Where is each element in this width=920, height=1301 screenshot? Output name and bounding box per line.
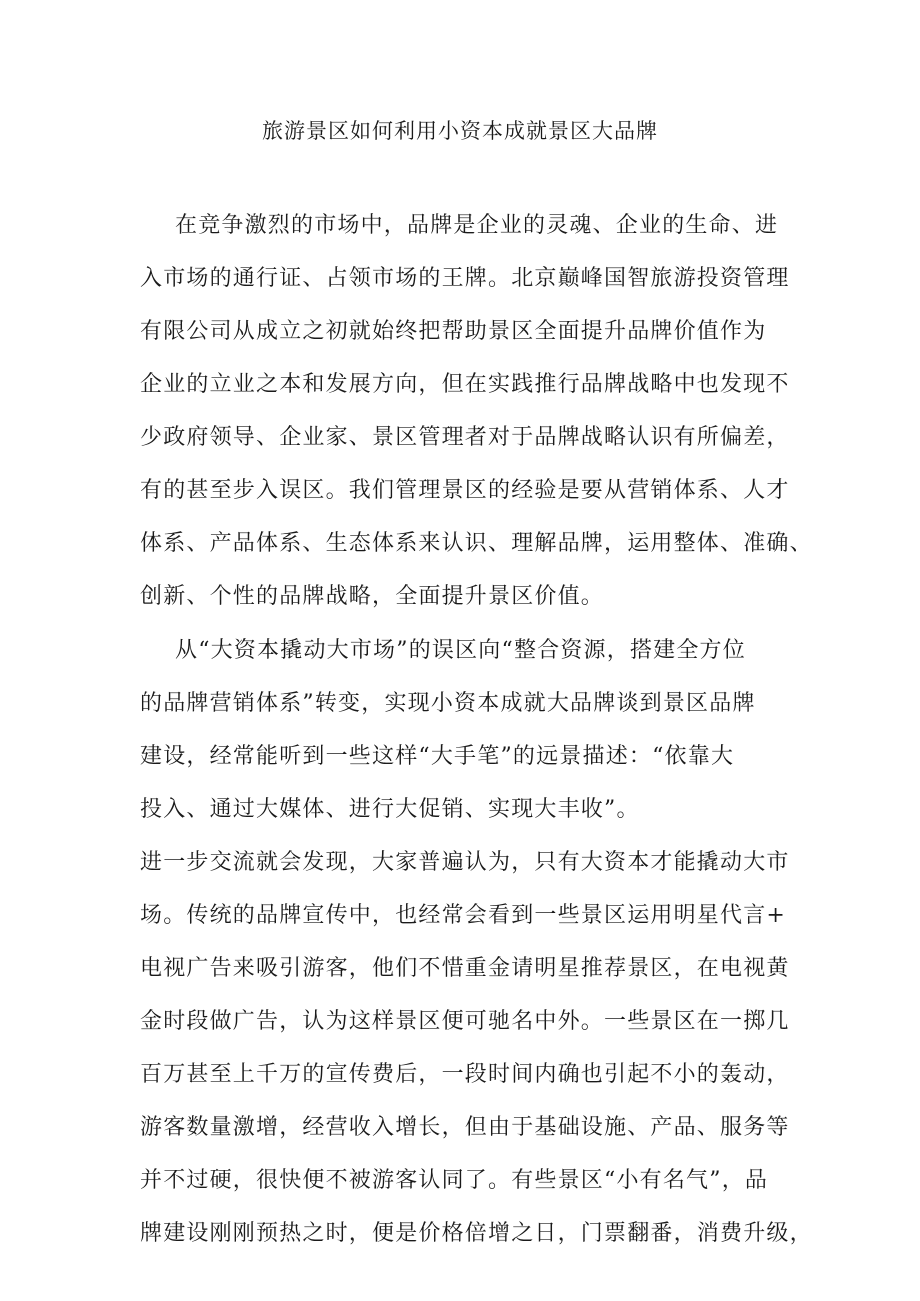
- paragraph-3-line: 电视广告来吸引游客，他们不惜重金请明星推荐景区，在电视黄: [140, 956, 790, 981]
- paragraph-1-line: 有限公司从成立之初就始终把帮助景区全面提升品牌价值作为: [140, 319, 767, 344]
- paragraph-1-line: 企业的立业之本和发展方向，但在实践推行品牌战略中也发现不: [140, 372, 790, 397]
- paragraph-1-line: 有的甚至步入误区。我们管理景区的经验是要从营销体系、人才: [140, 478, 790, 503]
- paragraph-2-line: 从“大资本撬动大市场”的误区向“整合资源，搭建全方位: [175, 638, 746, 663]
- document-title: 旅游景区如何利用小资本成就景区大品牌: [262, 119, 658, 143]
- paragraph-1-line: 创新、个性的品牌战略，全面提升景区价值。: [140, 584, 605, 609]
- paragraph-2-line: 投入、通过大媒体、进行大促销、实现大丰收”。: [140, 797, 640, 822]
- paragraph-3-line: 进一步交流就会发现，大家普遍认为，只有大资本才能撬动大市: [140, 850, 790, 875]
- paragraph-3-line: 金时段做广告，认为这样景区便可驰名中外。一些景区在一掷几: [140, 1009, 790, 1034]
- paragraph-3-line: 游客数量激增，经营收入增长，但由于基础设施、产品、服务等: [140, 1115, 790, 1140]
- paragraph-1-line: 少政府领导、企业家、景区管理者对于品牌战略认识有所偏差，: [140, 425, 790, 450]
- paragraph-3-line: 百万甚至上千万的宣传费后，一段时间内确也引起不小的轰动，: [140, 1062, 790, 1087]
- paragraph-1-line: 入市场的通行证、占领市场的王牌。北京巅峰国智旅游投资管理: [140, 266, 790, 291]
- paragraph-2-line: 的品牌营销体系”转变，实现小资本成就大品牌谈到景区品牌: [140, 691, 756, 716]
- paragraph-1-line: 体系、产品体系、生态体系来认识、理解品牌，运用整体、准确、: [140, 531, 813, 556]
- paragraph-3-line: 场。传统的品牌宣传中，也经常会看到一些景区运用明星代言+: [140, 903, 787, 928]
- paragraph-3-line: 牌建设刚刚预热之时，便是价格倍增之日，门票翻番，消费升级，: [140, 1221, 813, 1246]
- paragraph-2-line: 建设，经常能听到一些这样“大手笔”的远景描述：“依靠大: [140, 744, 735, 769]
- paragraph-3-line: 并不过硬，很快便不被游客认同了。有些景区“小有名气”，品: [140, 1168, 769, 1193]
- paragraph-1-line: 在竞争激烈的市场中，品牌是企业的灵魂、企业的生命、进: [175, 213, 779, 238]
